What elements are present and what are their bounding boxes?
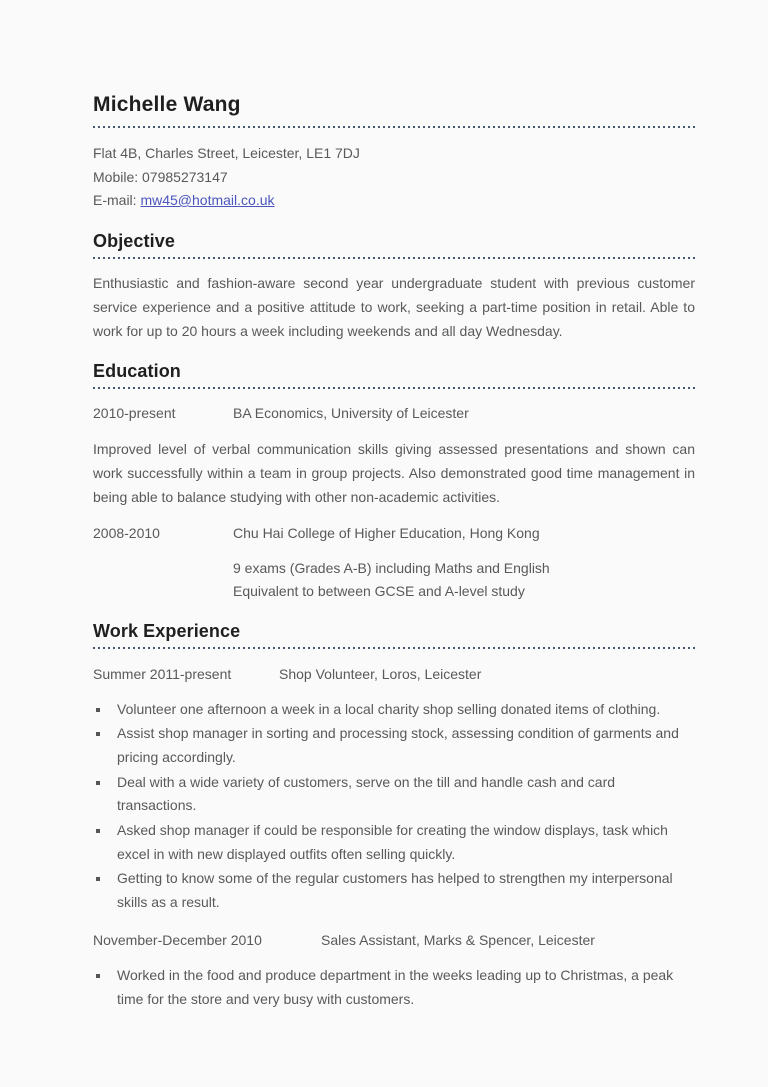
dotted-divider — [93, 387, 695, 389]
bullet-square-icon — [96, 781, 100, 785]
dotted-divider — [93, 126, 695, 128]
entry-dates: 2010-present — [93, 404, 176, 421]
education-heading: Education — [93, 360, 181, 381]
job-title: Shop Volunteer, Loros, Leicester — [279, 665, 482, 682]
work-heading: Work Experience — [93, 620, 241, 641]
bullet-text: Deal with a wide variety of customers, serve on the till and handle cash and card transactions. — [117, 773, 616, 814]
objective-text: Enthusiastic and fashion-aware second year undergraduate student with previous customer service experience and a positive attitude to work, seeking a part-time position in retail. Able to work for up to 20 hours a week including weekends and all day Wednesday. — [93, 274, 695, 339]
bullet-square-icon — [96, 974, 100, 978]
bullet-item — [93, 964, 695, 1011]
education-entry — [93, 401, 695, 425]
objective-section — [93, 229, 695, 343]
bullet-item — [93, 722, 695, 769]
job-dates: Summer 2011-present — [93, 665, 232, 682]
job-bullets — [93, 964, 695, 1011]
job-dates: November-December 2010 — [93, 931, 262, 948]
work-experience-section — [93, 619, 695, 1012]
job-title: Sales Assistant, Marks & Spencer, Leicester — [321, 931, 595, 948]
education-description: Improved level of verbal communication skills giving assessed presentations and shown can work successfully within a team in group projects. Also demonstrated good time management in being able to balance studying with other non-academic activities. — [93, 440, 695, 505]
email-label: E-mail: — [93, 192, 141, 208]
dotted-divider — [93, 647, 695, 649]
bullet-item — [93, 771, 695, 818]
education-details — [233, 557, 695, 603]
job-header — [93, 662, 695, 686]
education-entry — [93, 521, 695, 545]
bullet-item — [93, 867, 695, 914]
bullet-text: Getting to know some of the regular customers has helped to strengthen my interpersonal skills as a result. — [117, 870, 673, 911]
dotted-divider — [93, 257, 695, 259]
entry-title: Chu Hai College of Higher Education, Hong Kong — [233, 524, 540, 541]
job-header — [93, 928, 695, 952]
detail-line: 9 exams (Grades A-B) including Maths and English — [233, 559, 550, 576]
bullet-square-icon — [96, 829, 100, 833]
bullet-square-icon — [96, 877, 100, 881]
bullet-text: Assist shop manager in sorting and processing stock, assessing condition of garments and pricing accordingly. — [117, 725, 679, 765]
bullet-square-icon — [96, 708, 100, 712]
entry-title: BA Economics, University of Leicester — [233, 404, 469, 421]
job-bullets — [93, 698, 695, 915]
name-heading: Michelle Wang — [93, 93, 241, 116]
contact-block — [93, 142, 695, 213]
contact-email-line — [93, 189, 695, 213]
bullet-text: Worked in the food and produce department in the weeks leading up to Christmas, a peak time for the store and very busy with customers. — [117, 966, 674, 1007]
contact-address: Flat 4B, Charles Street, Leicester, LE1 7DJ — [93, 145, 360, 161]
bullet-text: Asked shop manager if could be responsible for creating the window displays, task which excel in with new displayed outfits often selling quickly. — [117, 822, 668, 862]
bullet-item — [93, 819, 695, 866]
bullet-item — [93, 698, 695, 722]
bullet-square-icon — [96, 732, 100, 736]
bullet-text: Volunteer one afternoon a week in a local charity shop selling donated items of clothing. — [117, 700, 661, 717]
objective-heading: Objective — [93, 230, 175, 251]
education-section — [93, 359, 695, 603]
entry-dates: 2008-2010 — [93, 524, 160, 541]
detail-line: Equivalent to between GCSE and A-level study — [233, 582, 525, 599]
email-link[interactable]: mw45@hotmail.co.uk — [140, 192, 275, 208]
contact-mobile: Mobile: 07985273147 — [93, 168, 228, 185]
